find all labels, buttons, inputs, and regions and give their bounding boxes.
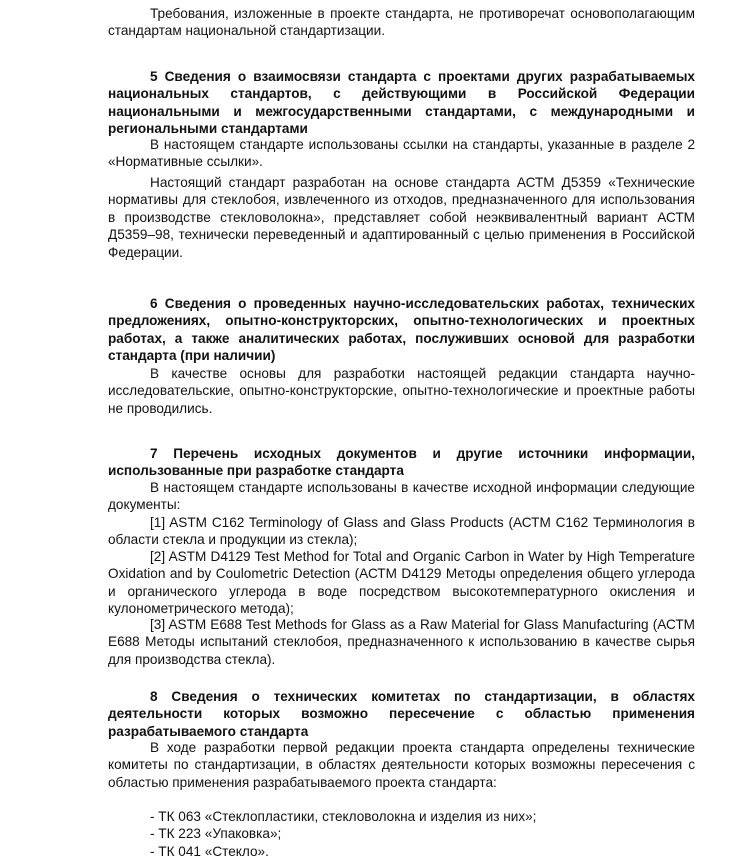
committee-list-item: - ТК 063 «Стеклопластики, стекловолокна и изделия из них»; [150, 809, 537, 824]
intro-paragraph: Требования, изложенные в проекте стандарта, не противоречат основополагающим стандартам национальной стандартизации. [108, 6, 695, 39]
section-8-heading: 8 Сведения о технических комитетах по стандартизации, в областях деятельности которых возможно пересечение с областью применения разрабатываемого стандарта [108, 689, 695, 739]
section-8-paragraph-1: В ходе разработки первой редакции проекта стандарта определены технические комитеты по стандартизации, в областях деятельности которых возможны пересечения с областью применения разрабатываемого проекта стандарта: [108, 740, 695, 790]
section-5-paragraph-2: Настоящий стандарт разработан на основе стандарта АСТМ Д5359 «Технические нормативы для стеклобоя, извлеченного из отходов, предназначенного для использования в производстве стекловолокна», представляет собой неэквивалентный вариант АСТМ Д5359–98, технически переведенный и адаптированный с целью применения в Российской Федерации. [108, 175, 695, 260]
section-7-heading: 7 Перечень исходных документов и другие источники информации, использованные при разработке стандарта [108, 446, 695, 479]
section-5-paragraph-1: В настоящем стандарте использованы ссылки на стандарты, указанные в разделе 2 «Нормативные ссылки». [108, 137, 695, 170]
section-7-paragraph-1: В настоящем стандарте использованы в качестве исходной информации следующие документы: [108, 480, 695, 513]
committee-list-item: - ТК 223 «Упаковка»; [150, 826, 282, 841]
reference-item: [3] ASTM E688 Test Methods for Glass as a Raw Material for Glass Manufacturing (АСТМ Е688 Методы испытаний стеклобоя, предназначенного к использованию в качестве сырья для производства стекла). [108, 617, 695, 667]
reference-item: [1] ASTM C162 Terminology of Glass and Glass Products (АСТМ С162 Терминология в области стекла и продукции из стекла); [108, 515, 695, 548]
section-6-heading: 6 Сведения о проведенных научно-исследовательских работах, технических предложениях, опытно-конструкторских, опытно-технологических и проектных работах, а также аналитических работах, послуживших основой для разработки стандарта (при наличии) [108, 296, 695, 364]
section-5-heading: 5 Сведения о взаимосвязи стандарта с проектами других разрабатываемых национальных стандартов, с действующими в Российской Федерации национальными и межгосударственными стандартами, с международными и региональными стандартами [108, 69, 695, 137]
committee-list-item: - ТК 041 «Стекло». [150, 844, 269, 859]
section-6-paragraph-1: В качестве основы для разработки настоящей редакции стандарта научно-исследовательские, опытно-конструкторские, опытно-технологические и проектные работы не проводились. [108, 366, 695, 416]
reference-item: [2] ASTM D4129 Test Method for Total and Organic Carbon in Water by High Temperature Oxidation and by Coulometric Detection (АСТМ D4129 Методы определения общего углерода и органического углерода в воде посредством высокотемпературного окисления и кулонометрического метода); [108, 549, 695, 617]
